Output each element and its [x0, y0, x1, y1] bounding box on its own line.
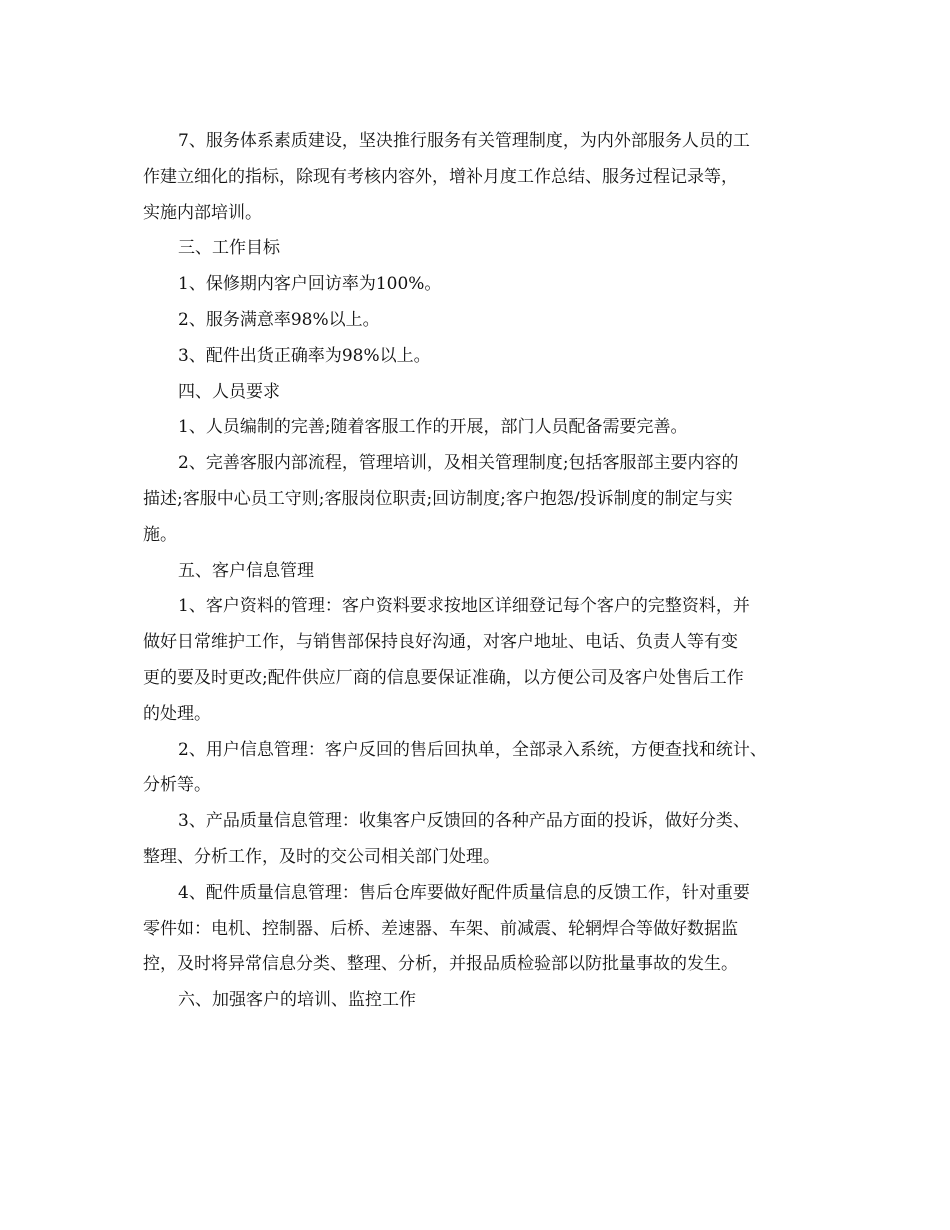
paragraph-7-line-3: 实施内部培训。: [143, 202, 262, 223]
document-body: [143, 124, 813, 1019]
info-item-2-line-1: 2、用户信息管理：客户反回的售后回执单，全部录入系统，方便查找和统计、: [178, 739, 767, 760]
staff-item-2-line-2: 描述;客服中心员工守则;客服岗位职责;回访制度;客户抱怨/投诉制度的制定与实: [143, 488, 733, 509]
staff-item-1: 1、人员编制的完善;随着客服工作的开展，部门人员配备需要完善。: [178, 417, 688, 438]
section-3-heading: 三、工作目标: [178, 238, 280, 259]
info-item-4-line-2: 零件如：电机、控制器、后桥、差速器、车架、前减震、轮辋焊合等做好数据监: [143, 918, 738, 939]
info-item-2-line-2: 分析等。: [143, 775, 211, 796]
paragraph-7-line-2: 作建立细化的指标，除现有考核内容外，增补月度工作总结、服务过程记录等，: [143, 166, 738, 187]
info-item-3-line-2: 整理、分析工作，及时的交公司相关部门处理。: [143, 846, 500, 867]
info-item-1-line-4: 的处理。: [143, 703, 211, 724]
paragraph-7-line-1: 7、服务体系素质建设，坚决推行服务有关管理制度，为内外部服务人员的工: [178, 131, 750, 151]
staff-item-2-line-3: 施。: [143, 524, 177, 545]
goal-item-3: 3、配件出货正确率为98%以上。: [178, 345, 431, 366]
section-5-heading: 五、客户信息管理: [178, 560, 314, 581]
info-item-4-line-3: 控，及时将异常信息分类、整理、分析，并报品质检验部以防批量事故的发生。: [143, 954, 738, 975]
goal-item-1: 1、保修期内客户回访率为100%。: [178, 274, 442, 295]
info-item-3-line-1: 3、产品质量信息管理：收集客户反馈回的各种产品方面的投诉，做好分类、: [178, 811, 750, 832]
section-4-heading: 四、人员要求: [178, 381, 280, 402]
section-6-heading: 六、加强客户的培训、监控工作: [178, 990, 416, 1011]
info-item-1-line-1: 1、客户资料的管理：客户资料要求按地区详细登记每个客户的完整资料，并: [178, 596, 750, 617]
staff-item-2-line-1: 2、完善客服内部流程，管理培训，及相关管理制度;包括客服部主要内容的: [178, 453, 739, 474]
info-item-1-line-3: 更的要及时更改;配件供应厂商的信息要保证准确，以方便公司及客户处售后工作: [143, 667, 744, 688]
goal-item-2: 2、服务满意率98%以上。: [178, 309, 380, 330]
info-item-4-line-1: 4、配件质量信息管理：售后仓库要做好配件质量信息的反馈工作，针对重要: [178, 882, 750, 903]
info-item-1-line-2: 做好日常维护工作，与销售部保持良好沟通，对客户地址、电话、负责人等有变: [143, 632, 738, 653]
